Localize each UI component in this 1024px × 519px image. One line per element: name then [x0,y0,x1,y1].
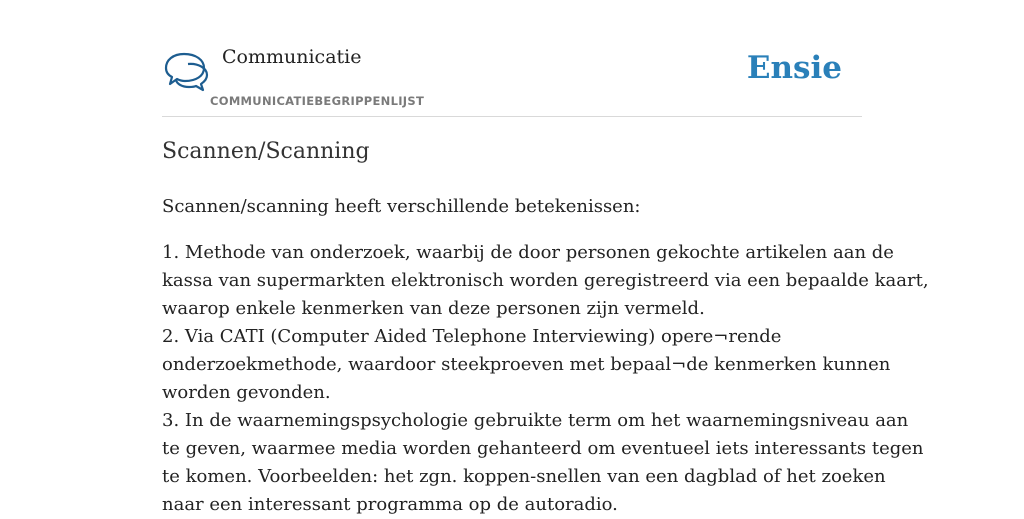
definition-line: 1. Methode van onderzoek, waarbij de door personen gekochte artikelen aan de [162,242,894,263]
definition-line: naar een interessant programma op de autoradio. [162,494,618,515]
book-header [162,0,862,117]
entry-intro: Scannen/scanning heeft verschillende betekenissen: [162,196,641,217]
entry-title: Scannen/Scanning [162,139,370,164]
definition-line: te komen. Voorbeelden: het zgn. koppen-snellen van een dagblad of het zoeken [162,466,886,487]
definition-line: worden gevonden. [162,382,331,403]
definition-line: kassa van supermarkten elektronisch worden geregistreerd via een bepaalde kaart, [162,270,929,291]
definition-line: 2. Via CATI (Computer Aided Telephone Interviewing) opere¬rende [162,326,782,347]
entry-definitions [162,239,929,519]
book-title[interactable]: Communicatie [222,46,362,68]
book-subtitle[interactable]: COMMUNICATIEBEGRIPPENLIJST [210,94,425,108]
definition-line: onderzoekmethode, waardoor steekproeven met bepaal¬de kenmerken kunnen [162,354,891,375]
definition-line: 3. In de waarnemingspsychologie gebruikte term om het waarnemingsniveau aan [162,410,909,431]
definition-line: waarop enkele kenmerken van deze personen zijn vermeld. [162,298,705,319]
brand-logo[interactable]: Ensie [746,50,842,86]
page [162,0,929,515]
speech-bubbles-icon[interactable] [164,50,210,92]
definition-line: te geven, waarmee media worden gehanteerd om eventueel iets interessants tegen [162,438,924,459]
